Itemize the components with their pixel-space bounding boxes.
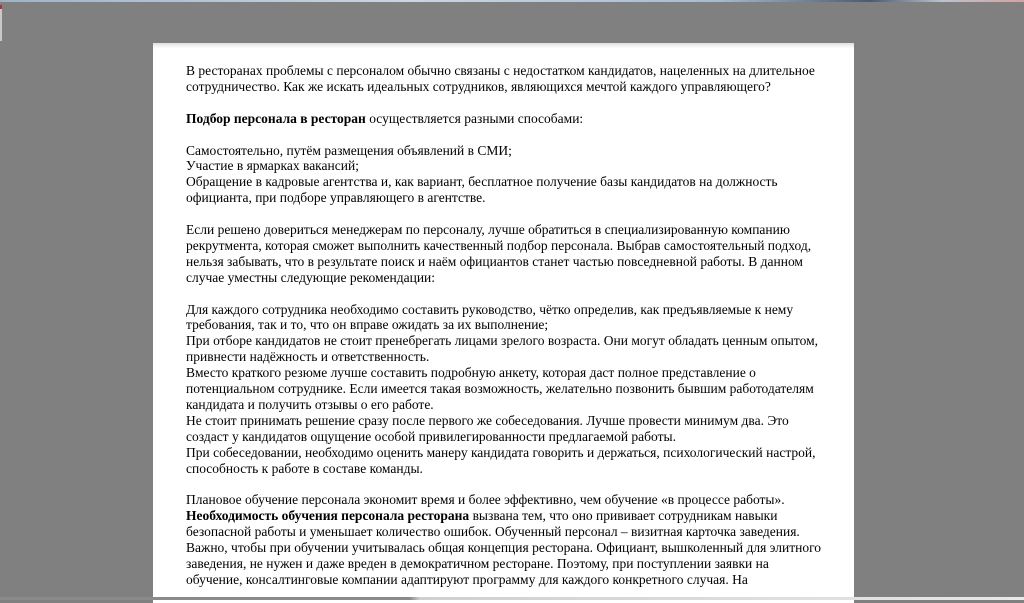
- paragraph-gap: [186, 206, 826, 222]
- training-paragraph: Плановое обучение персонала экономит время и более эффективно, чем обучение «в процессе работы».: [186, 492, 785, 508]
- training-necessity-paragraph: [186, 508, 826, 588]
- list-item: Самостоятельно, путём размещения объявлений в СМИ;: [186, 142, 512, 158]
- recruitment-methods-text: осуществляется разными способами:: [365, 110, 584, 126]
- bold-term-training: Необходимость обучения персонала ресторана: [186, 508, 470, 524]
- bold-term-recruitment: Подбор персонала в ресторан: [186, 110, 366, 126]
- list-item: При отборе кандидатов не стоит пренебрегать лицами зрелого возраста. Они могут обладать ценным опытом, привнести надёжность и ответственность.: [186, 333, 818, 365]
- intro-paragraph: В ресторанах проблемы с персоналом обычно связаны с недостатком кандидатов, нацеленных на длительное сотрудничество. Как же искать идеальных сотрудников, являющихся мечтой каждого управляющего?: [186, 63, 815, 94]
- paragraph-gap: [186, 95, 826, 111]
- document-page[interactable]: [153, 43, 854, 603]
- training-necessity-text: вызвана тем, что оно прививает сотрудникам навыки безопасной работы и уменьшает количество ошибок. Обученный персонал – визитная карточка заведения. Важно, чтобы при обучении учитывалась общая концепция ресторана. Официант, вышколенный для элитного заведения, не нужен и даже вреден в демократичном ресторане. Поэтому, при поступлении заявки на обучение, консалтинговые компании адаптируют программу для каждого конкретного случая. На: [186, 508, 822, 587]
- paragraph-gap: [186, 127, 826, 143]
- list-item: Обращение в кадровые агентства и, как вариант, бесплатное получение базы кандидатов на должность официанта, при подборе управляющего в агентстве.: [186, 174, 778, 206]
- list-item: При собеседовании, необходимо оценить манеру кандидата говорить и держаться, психологический настрой, способность к работе в составе команды.: [186, 444, 816, 476]
- list-item: Участие в ярмарках вакансий;: [186, 158, 359, 174]
- list-item: Не стоит принимать решение сразу после первого же собеседования. Лучше провести минимум два. Это создаст у кандидатов ощущение особой привилегированности предлагаемой работы.: [186, 412, 789, 444]
- paragraph-gap: [186, 477, 826, 493]
- list-item: Вместо краткого резюме лучше составить подробную анкету, которая даст полное представление о потенциальном сотруднике. Если имеется такая возможность, желательно позвонить бывшим работодателям кандидата и получить отзывы о его работе.: [186, 365, 814, 412]
- list-item: Для каждого сотрудника необходимо составить руководство, чётко определив, как предъявляемые к нему требования, так и то, что он вправе ожидать за их выполнение;: [186, 301, 794, 333]
- recruitment-agency-paragraph: Если решено довериться менеджерам по персоналу, лучше обратиться в специализированную компанию рекрутмента, которая сможет выполнить качественный подбор персонала. Выбрав самостоятельный подход, нельзя забывать, что в результате поиск и наём официантов станет частью повседневной работы. В данном случае уместны следующие рекомендации:: [186, 222, 812, 285]
- left-edge-red-mark: [0, 5, 2, 9]
- document-content: [186, 63, 826, 588]
- paragraph-gap: [186, 286, 826, 302]
- recruitment-methods-paragraph: [186, 111, 826, 127]
- window-top-strip: [0, 0, 1024, 2]
- left-edge-marker: [0, 5, 2, 41]
